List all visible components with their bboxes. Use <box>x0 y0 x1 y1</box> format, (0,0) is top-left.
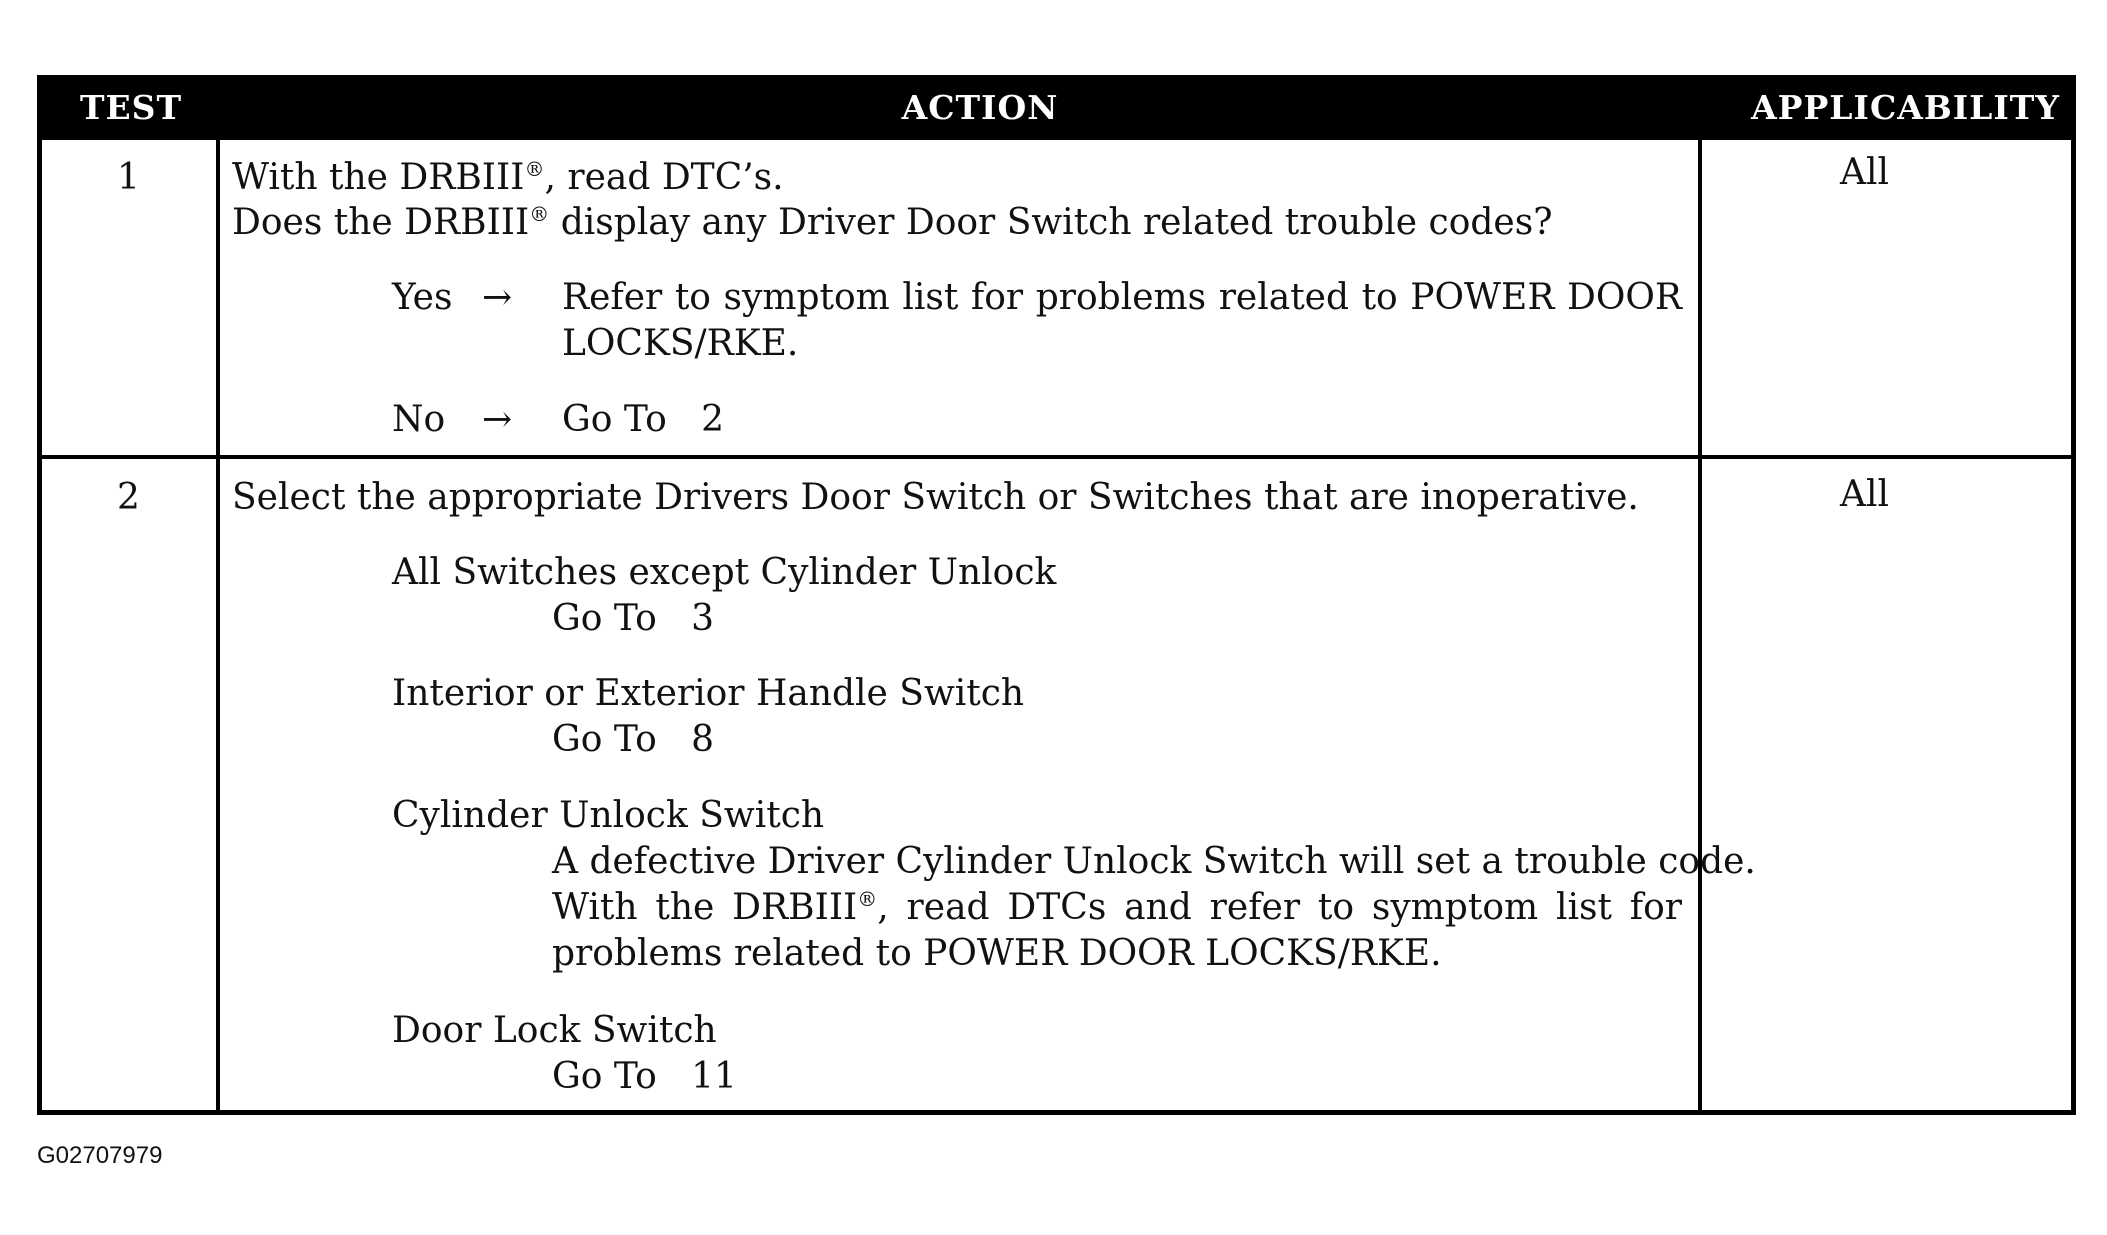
option-cylinder-unlock-note: A defective Driver Cylinder Unlock Switch will set a trouble code. <box>552 841 1756 882</box>
option-cylinder-unlock-label: Cylinder Unlock Switch <box>392 795 825 836</box>
option-handle-switch-goto: Go To 8 <box>552 719 714 760</box>
row1-question: Does the DRBIII® display any Driver Door Switch related trouble codes? <box>232 202 1553 243</box>
row2-test-number: 2 <box>117 477 140 518</box>
row-divider <box>42 455 2071 459</box>
option-handle-switch-label: Interior or Exterior Handle Switch <box>392 673 1025 714</box>
row1-no-result: Go To 2 <box>562 399 724 440</box>
row1-yes-result: Refer to symptom list for problems related to POWER DOOR LOCKS/RKE. <box>562 277 1682 364</box>
row1-test-number: 1 <box>117 157 140 198</box>
row1-yes-label: Yes <box>392 277 453 318</box>
header-action: ACTION <box>901 88 1059 127</box>
row1-applicability: All <box>1840 152 1890 193</box>
diagnostic-table <box>37 75 2076 1115</box>
no-arrow-icon: → <box>482 399 513 440</box>
yes-arrow-icon: → <box>482 277 513 318</box>
header-test: TEST <box>79 88 183 127</box>
column-divider-test <box>216 80 220 1110</box>
option-cylinder-unlock-instruction: With the DRBIII®, read DTCs and refer to symptom list for problems related to POWER DOOR LOCKS/RKE. <box>552 887 1682 974</box>
column-divider-applicability <box>1698 80 1702 1110</box>
table-header <box>42 80 2071 140</box>
option-all-switches-goto: Go To 3 <box>552 598 714 639</box>
option-door-lock-switch-goto: Go To 11 <box>552 1056 737 1097</box>
row1-no-label: No <box>392 399 446 440</box>
row2-applicability: All <box>1840 474 1890 515</box>
figure-id: G02707979 <box>37 1142 163 1169</box>
row1-instruction-line1: With the DRBIII®, read DTC’s. <box>232 157 784 198</box>
option-door-lock-switch-label: Door Lock Switch <box>392 1010 717 1051</box>
row2-intro: Select the appropriate Drivers Door Switch or Switches that are inoperative. <box>232 477 1639 518</box>
header-applicability: APPLICABILITY <box>1751 88 2060 127</box>
option-all-switches-label: All Switches except Cylinder Unlock <box>392 552 1057 593</box>
